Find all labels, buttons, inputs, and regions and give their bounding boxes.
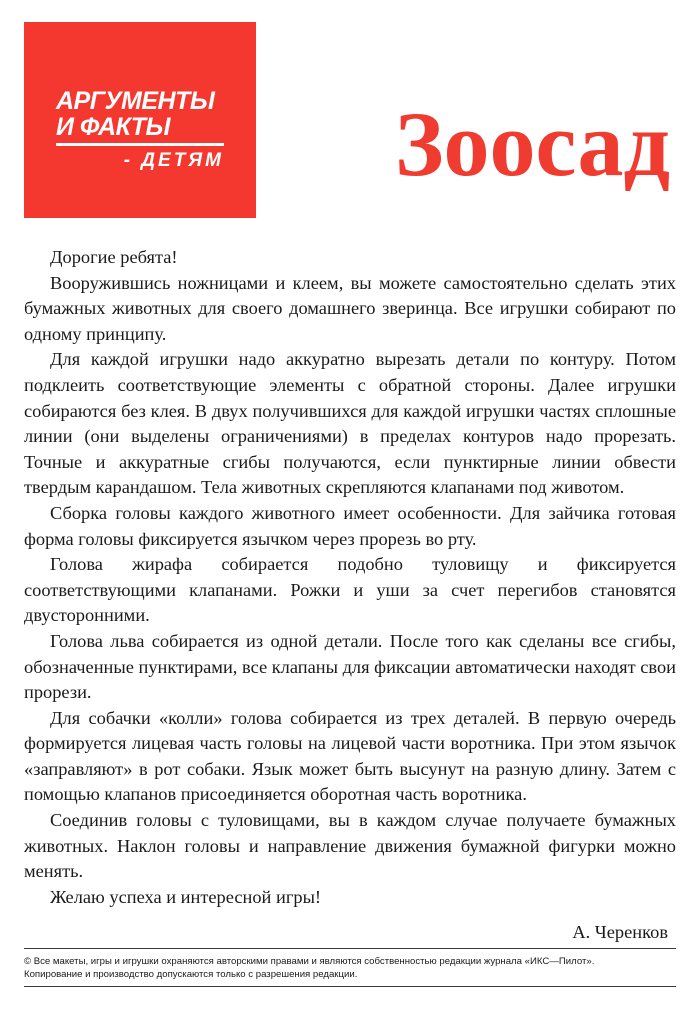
logo-line-3: - ДЕТЯМ xyxy=(123,150,224,171)
copyright-line-1: © Все макеты, игры и игрушки охраняются авторскими правами и являются собственностью редакции журнала «ИКС—Пилот». xyxy=(24,956,595,967)
logo-text-block xyxy=(56,88,226,172)
paragraph: Для каждой игрушки надо аккуратно вырезать детали по контуру. Потом подклеить соответствующие элементы с обратной стороны. Далее игрушки собираются без клея. В двух получившихся для каждой игрушки частях сплошные линии (они выделены ограничениями) в пределах контуров надо прорезать. Точные и аккуратные сгибы получаются, если пунктирные линии обвести твердым карандашом. Тела животных скрепляются клапанами под животом. xyxy=(24,349,676,498)
page-footer xyxy=(24,948,676,987)
paragraph: Сборка головы каждого животного имеет особенности. Для зайчика готовая форма головы фиксируется язычком через прорезь во рту. xyxy=(24,502,676,549)
article-body xyxy=(24,245,676,943)
page-header xyxy=(24,22,676,227)
footer-bottom-divider xyxy=(24,986,676,987)
page-title: Зоосад xyxy=(394,93,670,195)
copyright-line-2: Копирование и производство допускаются только с разрешения редакции. xyxy=(24,969,358,980)
paragraph: Соединив головы с туловищами, вы в каждом случае получаете бумажных животных. Наклон головы и направление движения бумажной фигурки можно менять. xyxy=(24,810,676,882)
greeting-line: Дорогие ребята! xyxy=(50,247,178,267)
author-signature: А. Черенков xyxy=(572,922,668,943)
paragraph: Вооружившись ножницами и клеем, вы можете самостоятельно сделать этих бумажных животных для своего домашнего зверинца. Все игрушки собирают по одному принципу. xyxy=(24,272,676,344)
paragraph: Для собачки «колли» голова собирается из трех деталей. В первую очередь формируется лицевая часть головы на лицевой части воротника. При этом язычок «заправляют» в рот собаки. Язык может быть высунут на разную длину. Затем с помощью клапанов присоединяется оборотная часть воротника. xyxy=(24,707,676,805)
paragraph: Желаю успеха и интересной игры! xyxy=(50,886,322,907)
footer-top-divider xyxy=(24,948,676,949)
publisher-logo xyxy=(24,22,256,218)
logo-line-2: И ФАКТЫ xyxy=(56,113,170,141)
logo-divider xyxy=(56,143,224,146)
paragraph: Голова льва собирается из одной детали. После того как сделаны все сгибы, обозначенные пунктирами, все клапаны для фиксации автоматически находят свои прорези. xyxy=(24,630,676,703)
logo-line-1: АРГУМЕНТЫ xyxy=(56,87,215,115)
paragraph: Голова жирафа собирается подобно туловищу и фиксируется соответствующими клапанами. Рожки и уши за счет перегибов становятся двусторонними. xyxy=(24,554,676,626)
